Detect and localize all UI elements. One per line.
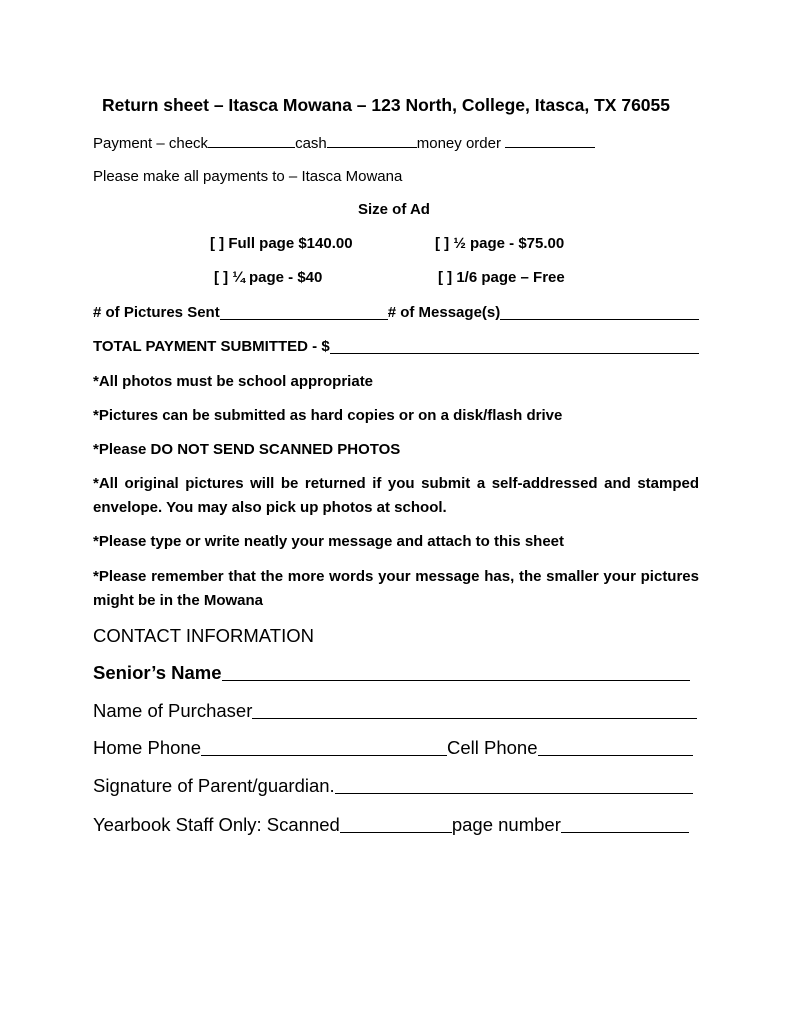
ad-option-sixth-page[interactable]: [ ] 1/6 page – Free (438, 269, 565, 286)
pictures-sent-label: # of Pictures Sent (93, 304, 220, 321)
payment-check-label: Payment – check (93, 135, 209, 152)
page-number-label: page number (451, 814, 561, 835)
home-phone-label: Home Phone (93, 737, 201, 758)
senior-name-blank[interactable] (222, 664, 690, 681)
pictures-sent-blank[interactable] (220, 303, 388, 320)
payment-cash-label: cash (295, 135, 327, 152)
cell-phone-blank[interactable] (538, 739, 694, 756)
ad-option-half-page[interactable]: [ ] ½ page - $75.00 (435, 235, 565, 252)
size-of-ad-heading: Size of Ad (358, 201, 430, 218)
cash-blank[interactable] (327, 132, 417, 148)
rule-message-length: *Please remember that the more words your message has, the smaller your pictures might be in the Mowana (93, 568, 699, 609)
total-payment-blank[interactable] (330, 337, 699, 354)
total-payment-row (93, 337, 699, 358)
phone-row (93, 736, 693, 760)
staff-only-row (93, 813, 689, 837)
purchaser-row (93, 699, 697, 723)
page-number-blank[interactable] (561, 816, 689, 833)
rule-no-scanned-photos: *Please DO NOT SEND SCANNED PHOTOS (93, 441, 401, 458)
signature-label: Signature of Parent/guardian. (93, 775, 335, 796)
payments-to-note: Please make all payments to – Itasca Mowana (93, 168, 403, 185)
check-blank[interactable] (208, 132, 295, 148)
rule-submission-format: *Pictures can be submitted as hard copies or on a disk/flash drive (93, 407, 563, 424)
home-phone-blank[interactable] (201, 739, 447, 756)
money-order-blank[interactable] (505, 132, 595, 148)
rule-school-appropriate: *All photos must be school appropriate (93, 373, 374, 390)
purchaser-label: Name of Purchaser (93, 700, 253, 721)
total-payment-label: TOTAL PAYMENT SUBMITTED - $ (93, 338, 330, 355)
ad-option-quarter-page[interactable]: [ ] ¼ page - $40 (214, 269, 323, 286)
staff-scanned-label: Yearbook Staff Only: Scanned (93, 814, 340, 835)
signature-row (93, 774, 693, 798)
document-title: Return sheet – Itasca Mowana – 123 North, College, Itasca, TX 76055 (102, 95, 670, 115)
contact-information-heading: CONTACT INFORMATION (93, 625, 314, 646)
payment-method-row (93, 132, 595, 154)
rule-attach-message: *Please type or write neatly your message and attach to this sheet (93, 533, 564, 550)
messages-label: # of Message(s) (387, 304, 501, 321)
messages-blank[interactable] (500, 303, 699, 320)
pictures-messages-row (93, 303, 699, 324)
senior-name-label: Senior’s Name (93, 662, 222, 683)
scanned-blank[interactable] (340, 816, 452, 833)
rule-return-originals: *All original pictures will be returned if you submit a self-addressed and stamped envelope. You may also pick up photos at school. (93, 475, 699, 516)
cell-phone-label: Cell Phone (446, 737, 538, 758)
ad-option-full-page[interactable]: [ ] Full page $140.00 (210, 235, 353, 252)
signature-blank[interactable] (335, 777, 693, 794)
senior-name-row (93, 661, 690, 685)
purchaser-blank[interactable] (252, 702, 697, 719)
payment-money-order-label: money order (416, 135, 506, 152)
